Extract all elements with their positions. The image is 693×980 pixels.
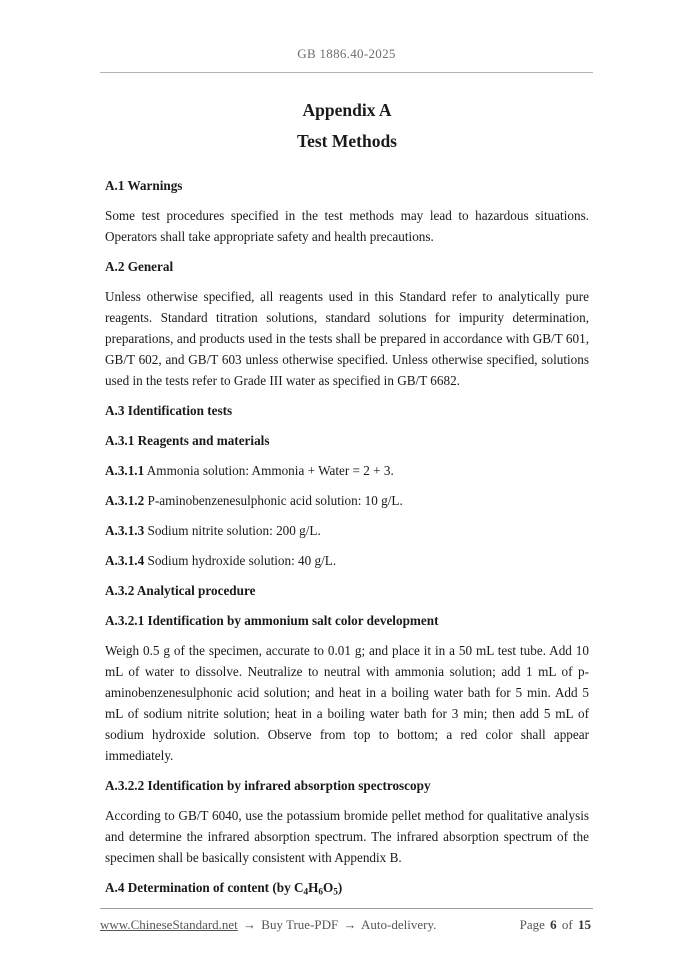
page-of-word: of: [561, 917, 573, 932]
heading-a321-ammonium-salt: A.3.2.1 Identification by ammonium salt color development: [105, 613, 439, 628]
arrow-right-icon: →: [343, 917, 357, 932]
clause-a312-text: P-aminobenzenesulphonic acid solution: 10 g/L.: [147, 493, 403, 508]
formula-element: H: [308, 880, 319, 895]
clause-a313: [105, 520, 589, 541]
heading-a4-text: A.4 Determination of content (by C: [105, 880, 304, 895]
doc-number: GB 1886.40-2025: [297, 46, 396, 61]
clause-a313-label: A.3.1.3: [105, 523, 145, 538]
paragraph-a2: Unless otherwise specified, all reagents used in this Standard refer to analytically pure reagents. Standard titration solutions, standard solutions for impurity determination, preparations, and products used in the tests shall be prepared in accordance with GB/T 601, GB/T 602, and GB/T 603 unless otherwise specified. Unless otherwise specified, solutions used in the tests refer to Grade III water as specified in GB/T 6682.: [105, 289, 589, 388]
heading-a3-identification-tests: A.3 Identification tests: [105, 403, 233, 418]
heading-a4-close-paren: ): [337, 880, 343, 895]
paragraph-a1: Some test procedures specified in the test methods may lead to hazardous situations. Operators shall take appropriate safety and health precautions.: [105, 208, 589, 244]
heading-a32-analytical-procedure: A.3.2 Analytical procedure: [105, 583, 256, 598]
arrow-right-icon: →: [243, 917, 257, 932]
heading-a31-reagents-materials: A.3.1 Reagents and materials: [105, 433, 270, 448]
footer-delivery-text: Auto-delivery.: [361, 917, 437, 932]
page-header: [100, 46, 593, 73]
clause-a312: [105, 490, 589, 511]
clause-a312-label: A.3.1.2: [105, 493, 145, 508]
page-footer: [100, 908, 593, 933]
clause-a314-label: A.3.1.4: [105, 553, 145, 568]
paragraph-a322: According to GB/T 6040, use the potassium bromide pellet method for qualitative analysis and determine the infrared absorption spectrum. The infrared absorption spectrum of the specimen shall be basically consistent with Appendix B.: [105, 808, 589, 865]
clause-a311: [105, 460, 589, 481]
clause-a314-text: Sodium hydroxide solution: 40 g/L.: [147, 553, 337, 568]
clause-a314: [105, 550, 589, 571]
formula-subscript: 5: [333, 886, 338, 897]
page-word: Page: [519, 917, 545, 932]
footer-website-link[interactable]: www.ChineseStandard.net: [100, 917, 238, 932]
appendix-title: Appendix A: [302, 100, 392, 120]
footer-branding: [100, 917, 436, 933]
heading-a1-warnings: A.1 Warnings: [105, 178, 183, 193]
formula-subscript: 4: [303, 886, 309, 897]
clause-a311-text: Ammonia solution: Ammonia + Water = 2 + 3.: [146, 463, 394, 478]
heading-a2-general: A.2 General: [105, 259, 174, 274]
heading-a322-infrared: A.3.2.2 Identification by infrared absorption spectroscopy: [105, 778, 431, 793]
clause-a313-text: Sodium nitrite solution: 200 g/L.: [147, 523, 321, 538]
page-total-number: 15: [578, 917, 591, 932]
heading-a4-determination: [105, 877, 589, 902]
clause-a311-label: A.3.1.1: [105, 463, 145, 478]
formula-subscript: 6: [318, 886, 324, 897]
page-current-number: 6: [550, 917, 557, 932]
formula-element: O: [323, 880, 334, 895]
appendix-subtitle: Test Methods: [297, 131, 397, 151]
page-content: [105, 99, 589, 902]
footer-buy-text: Buy True-PDF: [261, 917, 339, 932]
page-number-indicator: [520, 917, 593, 933]
paragraph-a321: Weigh 0.5 g of the specimen, accurate to 0.01 g; and place it in a 50 mL test tube. Add 10 mL of water to dissolve. Neutralize to neutral with ammonia solution; add 1 mL of p-aminobenzenesulphonic acid solution; and heat in a boiling water bath for 5 min. Add 5 mL of sodium nitrite solution; heat in a boiling water bath for 3 min; then add 5 mL of sodium hydroxide solution. Observe from top to bottom; a red color shall appear immediately.: [105, 643, 589, 763]
